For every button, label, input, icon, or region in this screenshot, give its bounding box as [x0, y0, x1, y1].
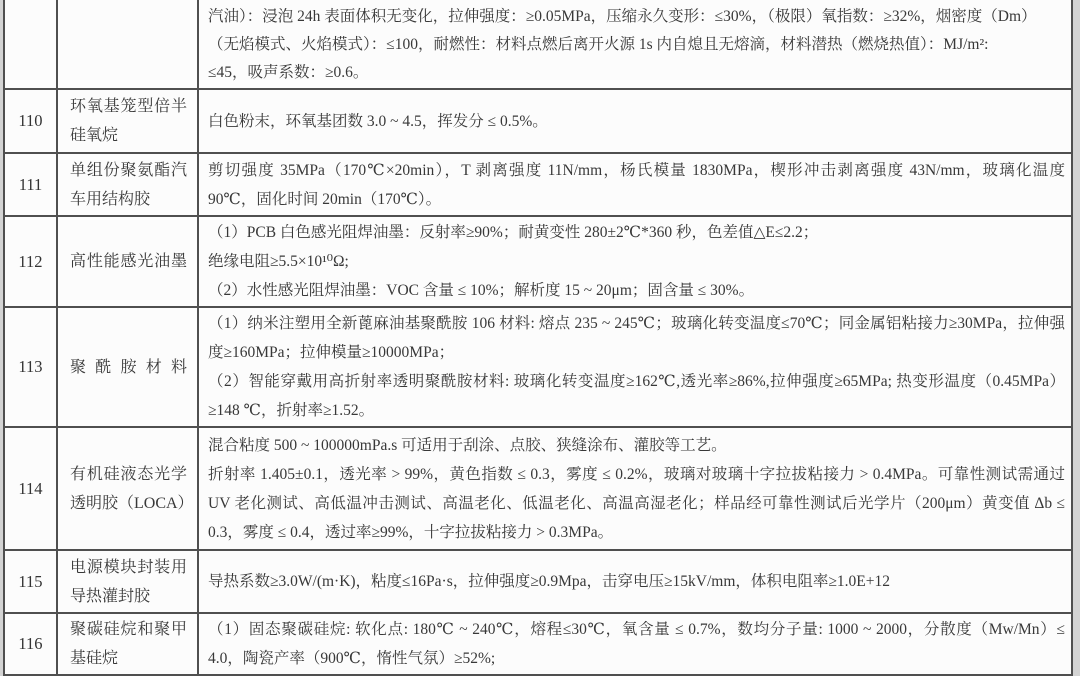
row-number: 113 [4, 307, 57, 427]
material-spec [198, 613, 1072, 675]
spec-line: （1）PCB 白色感光阻焊油墨：反射率≥90%；耐黄变性 280±2℃*360 秒，色差值△E≤2.2； [208, 224, 819, 241]
table-row [4, 427, 1072, 550]
material-name: 聚碳硅烷和聚甲基硅烷 [57, 613, 198, 675]
table-row [4, 613, 1072, 675]
spec-line: 汽油）：浸泡 24h 表面体积无变化，拉伸强度：≥0.05MPa，压缩永久变形：≤30%，（极限）氧指数：≥32%，烟密度（Dm） [208, 8, 1037, 25]
material-spec [198, 153, 1072, 216]
material-spec [198, 550, 1072, 613]
material-name: 单组份聚氨酯汽车用结构胶 [57, 153, 198, 216]
spec-line: ≤45，吸声系数：≥0.6。 [208, 64, 369, 81]
material-name: 高性能感光油墨 [57, 216, 198, 307]
row-number: 111 [4, 153, 57, 216]
material-spec [198, 427, 1072, 550]
table-row [4, 307, 1072, 427]
material-name: 电源模块封装用导热灌封胶 [57, 550, 198, 613]
row-number [4, 0, 57, 89]
material-name: 聚酰胺材料 [57, 307, 198, 427]
row-number: 115 [4, 550, 57, 613]
table-row [4, 550, 1072, 613]
spec-line: （1）纳米注塑用全新蓖麻油基聚酰胺 106 材料: 熔点 235 ~ 245℃；玻璃化转变温度≤70℃；同金属铝粘接力≥30MPa，拉伸强度≥160MPa；拉伸模量≥10000MPa； [208, 315, 1065, 361]
spec-line: 白色粉末，环氧基团数 3.0 ~ 4.5，挥发分 ≤ 0.5%。 [208, 112, 548, 130]
spec-line: 混合粘度 500 ~ 100000mPa.s 可适用于刮涂、点胶、狭缝涂布、灌胶等工艺。 [208, 436, 727, 454]
spec-line: （无焰模式、火焰模式）：≤100，耐燃性：材料点燃后离开火源 1s 内自熄且无熔滴，材料潜热（燃烧热值）：MJ/m²: [208, 36, 989, 53]
table-row-continued [4, 0, 1072, 89]
table-row [4, 153, 1072, 216]
spec-line: （2）水性感光阻焊油墨：VOC 含量 ≤ 10%；解析度 15 ~ 20μm；固含量 ≤ 30%。 [208, 282, 755, 299]
material-name: 环氧基笼型倍半硅氧烷 [57, 89, 198, 153]
row-number: 110 [4, 89, 57, 153]
spec-line: 绝缘电阻≥5.5×10¹⁰Ω; [208, 253, 349, 270]
material-name: 有机硅液态光学透明胶（LOCA） [57, 427, 198, 550]
spec-line: （2）智能穿戴用高折射率透明聚酰胺材料: 玻璃化转变温度≥162℃,透光率≥86%,拉伸强度≥65MPa; 热变形温度（0.45MPa）≥148 ℃，折射率≥1.52。 [208, 373, 1065, 419]
material-spec-table [3, 0, 1073, 676]
row-number: 112 [4, 216, 57, 307]
material-spec [198, 307, 1072, 427]
table-row [4, 89, 1072, 153]
row-number: 114 [4, 427, 57, 550]
spec-line: 折射率 1.405±0.1，透光率 > 99%，黄色指数 ≤ 0.3，雾度 ≤ 0.2%，玻璃对玻璃十字拉拔粘接力 > 0.4MPa。可靠性测试需通过 UV 老化测试、高低温冲击测试、高温老化、低温老化、高温高湿老化；样品经可靠性测试后光学片（200μm）黄变值 Δb ≤ 0.3，雾度 ≤ 0.4，透过率≥99%，十字拉拔粘接力 > 0.3MPa。 [208, 465, 1065, 541]
spec-line: （1）固态聚碳硅烷: 软化点: 180℃ ~ 240℃，熔程≤30℃，氧含量 ≤ 0.7%，数均分子量: 1000 ~ 2000，分散度（Mw/Mn）≤ 4.0，陶瓷产率（900℃，惰性气氛）≥52%; [208, 621, 1065, 667]
material-spec [198, 89, 1072, 153]
material-spec [198, 216, 1072, 307]
row-number: 116 [4, 613, 57, 675]
document-page [3, 0, 1071, 676]
material-spec [198, 0, 1072, 89]
table-row [4, 216, 1072, 307]
spec-line: 剪切强度 35MPa（170℃×20min），T 剥离强度 11N/mm，杨氏模量 1830MPa，楔形冲击剥离强度 43N/mm，玻璃化温度 90℃，固化时间 20min（170℃）。 [208, 161, 1065, 208]
material-name [57, 0, 198, 89]
spec-line: 导热系数≥3.0W/(m·K)，粘度≤16Pa·s，拉伸强度≥0.9Mpa，击穿电压≥15kV/mm，体积电阻率≥1.0E+12 [208, 573, 891, 590]
